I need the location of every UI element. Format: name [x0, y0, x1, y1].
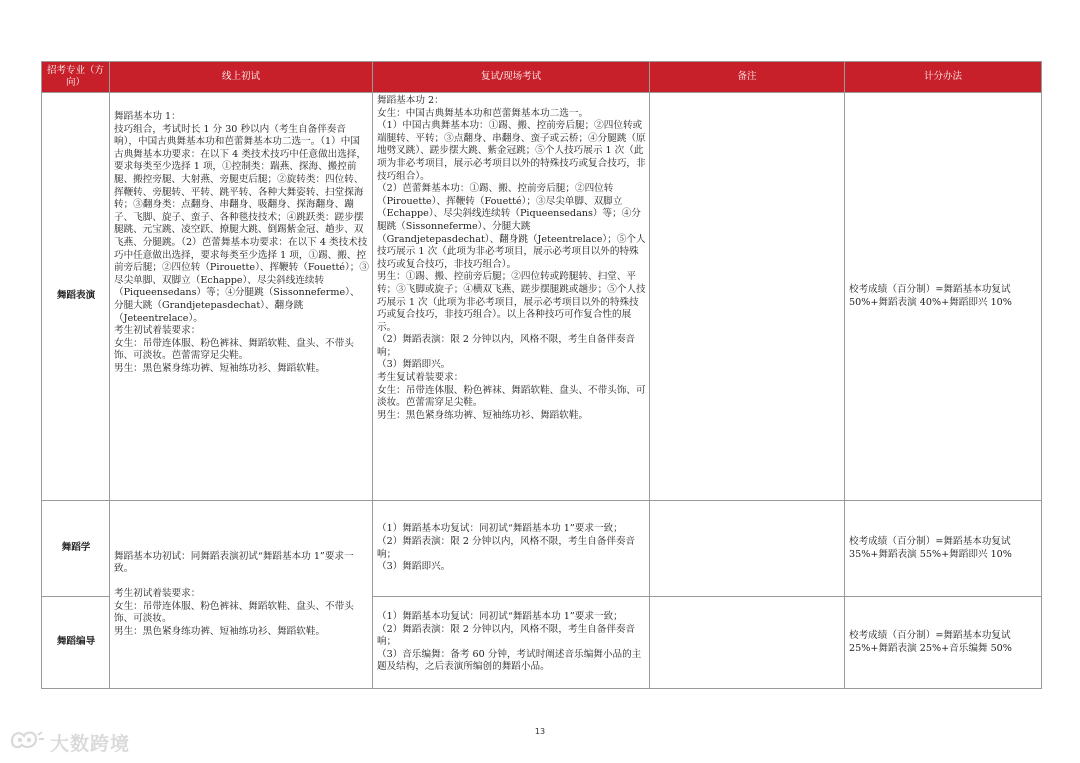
online-line: 技巧组合，考试时长 1 分 30 秒以内（考生自备伴奏音响），中国古典舞基本功和芭蕾舞基本功二选一。（1）中国古典舞基本功要求：在以下 4 类技术技巧中任意做出选择，要求每类至少选择 1 项，①控制类：踹燕、探海、搬控前腿、搬控旁腿、大射燕、旁腿吏后腿；②旋转类：四位转、挥鞭转、旁腿转、平转、跳平转、各种大舞姿转、扫堂探海转；③翻身类：点翻身、串翻身、吸翻身、探海翻身、蹦子、飞脚、旋子、蛮子、各种毯技技术；④跳跃类：蹉步摆腿跳、元宝跳、凌空跃、撩腿大跳、倒踢紫金冠、趟步、双飞燕、分腿跳。（2）芭蕾舞基本功要求：在以下 4 类技术技巧中任意做出选择，要求每类至少选择 1 项，①踢、搬、控前旁后腿；②四位转（Pirouette）、挥鞭转（Fouetté）；③尽尖单脚、双脚立（Echappe）、尽尖斜线连续转（Piqueensedans）等；④分腿跳（Sissonneferme）、分腿大跳（Grandjetepasdechat）、翻身跳（Jeteentrelace）。 [114, 123, 369, 324]
table-row-dance-studies [42, 501, 1042, 597]
header-scoring: 计分办法 [845, 62, 1042, 93]
retest-cell [373, 93, 650, 501]
table-row-dance-performance [42, 93, 1042, 501]
retest-line: 考生复试着装要求： [377, 372, 464, 384]
retest-line: 舞蹈基本功 2： [377, 95, 444, 106]
retest-line: 女生：中国古典舞基本功和芭蕾舞基本功二选一。 [377, 107, 589, 119]
watermark [8, 727, 148, 757]
header-note: 备注 [650, 62, 845, 93]
online-line: 考生初试着装要求： [114, 587, 201, 599]
note-cell [650, 597, 845, 689]
retest-line: 男生：黑色紧身练功裤、短袖练功衫、舞蹈软鞋。 [377, 409, 589, 421]
retest-line: （1）舞蹈基本功复试：同初试“舞蹈基本功 1”要求一致； [377, 611, 623, 623]
retest-line: （1）中国古典舞基本功：①踢、搬、控前旁后腿；②四位转或端腿转、平转；③点翻身、串翻身、蛮子或云桥；④分腿跳（原地劈叉跳）、蹉步摆大跳、紫金冠跳；⑤个人技巧展示 1 次（此项为非必考项目，展示必考项目以外的特殊技巧或复合技巧，非技巧组合）。 [377, 120, 646, 182]
page-number: 13 [534, 727, 546, 736]
scoring-cell: 校考成绩（百分制）=舞蹈基本功复试 50%+舞蹈表演 40%+舞蹈即兴 10% [845, 93, 1042, 501]
retest-line: （3）舞蹈即兴。 [377, 359, 451, 371]
admission-table [41, 61, 1042, 689]
watermark-text: 大数跨境 [50, 732, 131, 755]
table-header-row [42, 62, 1042, 93]
note-cell [650, 501, 845, 597]
retest-line: （2）舞蹈表演：限 2 分钟以内，风格不限，考生自备伴奏音响； [377, 623, 636, 648]
header-online: 线上初试 [110, 62, 373, 93]
retest-line: （2）舞蹈表演：限 2 分钟以内，风格不限，考生自备伴奏音响； [377, 535, 636, 560]
retest-cell [373, 501, 650, 597]
retest-line: 女生：吊带连体服、粉色裤袜、舞蹈软鞋、盘头、不带头饰、可淡妆。芭蕾需穿足尖鞋。 [377, 384, 646, 409]
retest-line: （2）芭蕾舞基本功：①踢、搬、控前旁后腿；②四位转（Pirouette）、挥鞭转（Fouetté）；③尽尖单脚、双脚立（Echappe）、尽尖斜线连续转（Piqueensedans）等；④分腿跳（Sissonneferme）、分腿大跳（Grandjetepasdechat）、翻身跳（Jeteentrelace）；⑤个人技巧展示 1 次（此项为非必考项目，展示必考项目以外的特殊技巧或复合技巧，非技巧组合）。 [377, 183, 646, 270]
header-retest: 复试/现场考试 [373, 62, 650, 93]
major-cell: 舞蹈编导 [42, 597, 110, 689]
online-line: 男生：黑色紧身练功裤、短袖练功衫、舞蹈软鞋。 [114, 362, 326, 374]
online-cell-combined [110, 501, 373, 689]
brand-logo-icon [8, 727, 46, 757]
header-major: 招考专业（方向） [42, 62, 110, 93]
note-cell [650, 93, 845, 501]
retest-line: （2）舞蹈表演：限 2 分钟以内，风格不限，考生自备伴奏音响； [377, 334, 636, 358]
major-cell: 舞蹈学 [42, 501, 110, 597]
online-line: 舞蹈基本功初试：同舞蹈表演初试“舞蹈基本功 1”要求一致。 [114, 550, 354, 575]
online-line: 女生：吊带连体服、粉色裤袜、舞蹈软鞋、盘头、不带头饰、可淡妆。 [114, 600, 354, 625]
online-line: 舞蹈基本功 1： [114, 111, 181, 122]
online-line: 女生：吊带连体服、粉色裤袜、舞蹈软鞋、盘头、不带头饰、可淡妆。芭蕾需穿足尖鞋。 [114, 337, 354, 362]
online-line: 考生初试着装要求： [114, 325, 201, 337]
online-cell [110, 93, 373, 501]
retest-line: （3）舞蹈即兴。 [377, 561, 451, 573]
online-line: 男生：黑色紧身练功裤、短袖练功衫、舞蹈软鞋。 [114, 625, 326, 637]
major-cell: 舞蹈表演 [42, 93, 110, 501]
retest-line: （1）舞蹈基本功复试：同初试“舞蹈基本功 1”要求一致； [377, 523, 623, 535]
retest-cell [373, 597, 650, 689]
scoring-cell: 校考成绩（百分制）=舞蹈基本功复试 35%+舞蹈表演 55%+舞蹈即兴 10% [845, 501, 1042, 597]
scoring-cell: 校考成绩（百分制）=舞蹈基本功复试 25%+舞蹈表演 25%+音乐编舞 50% [845, 597, 1042, 689]
retest-line: （3）音乐编舞：备考 60 分钟，考试时阐述音乐编舞小品的主题及结构，之后表演所编创的舞蹈小品。 [377, 648, 642, 673]
retest-line: 男生：①踢、搬、控前旁后腿；②四位转或跨腿转、扫堂、平转；③飞脚或旋子；④横双飞燕、蹉步摆腿跳或趟步；⑤个人技巧展示 1 次（此项为非必考项目，展示必考项目以外的特殊技巧或复合技巧，非技巧组合）。以上各种技巧可作复合性的展示。 [377, 271, 646, 333]
